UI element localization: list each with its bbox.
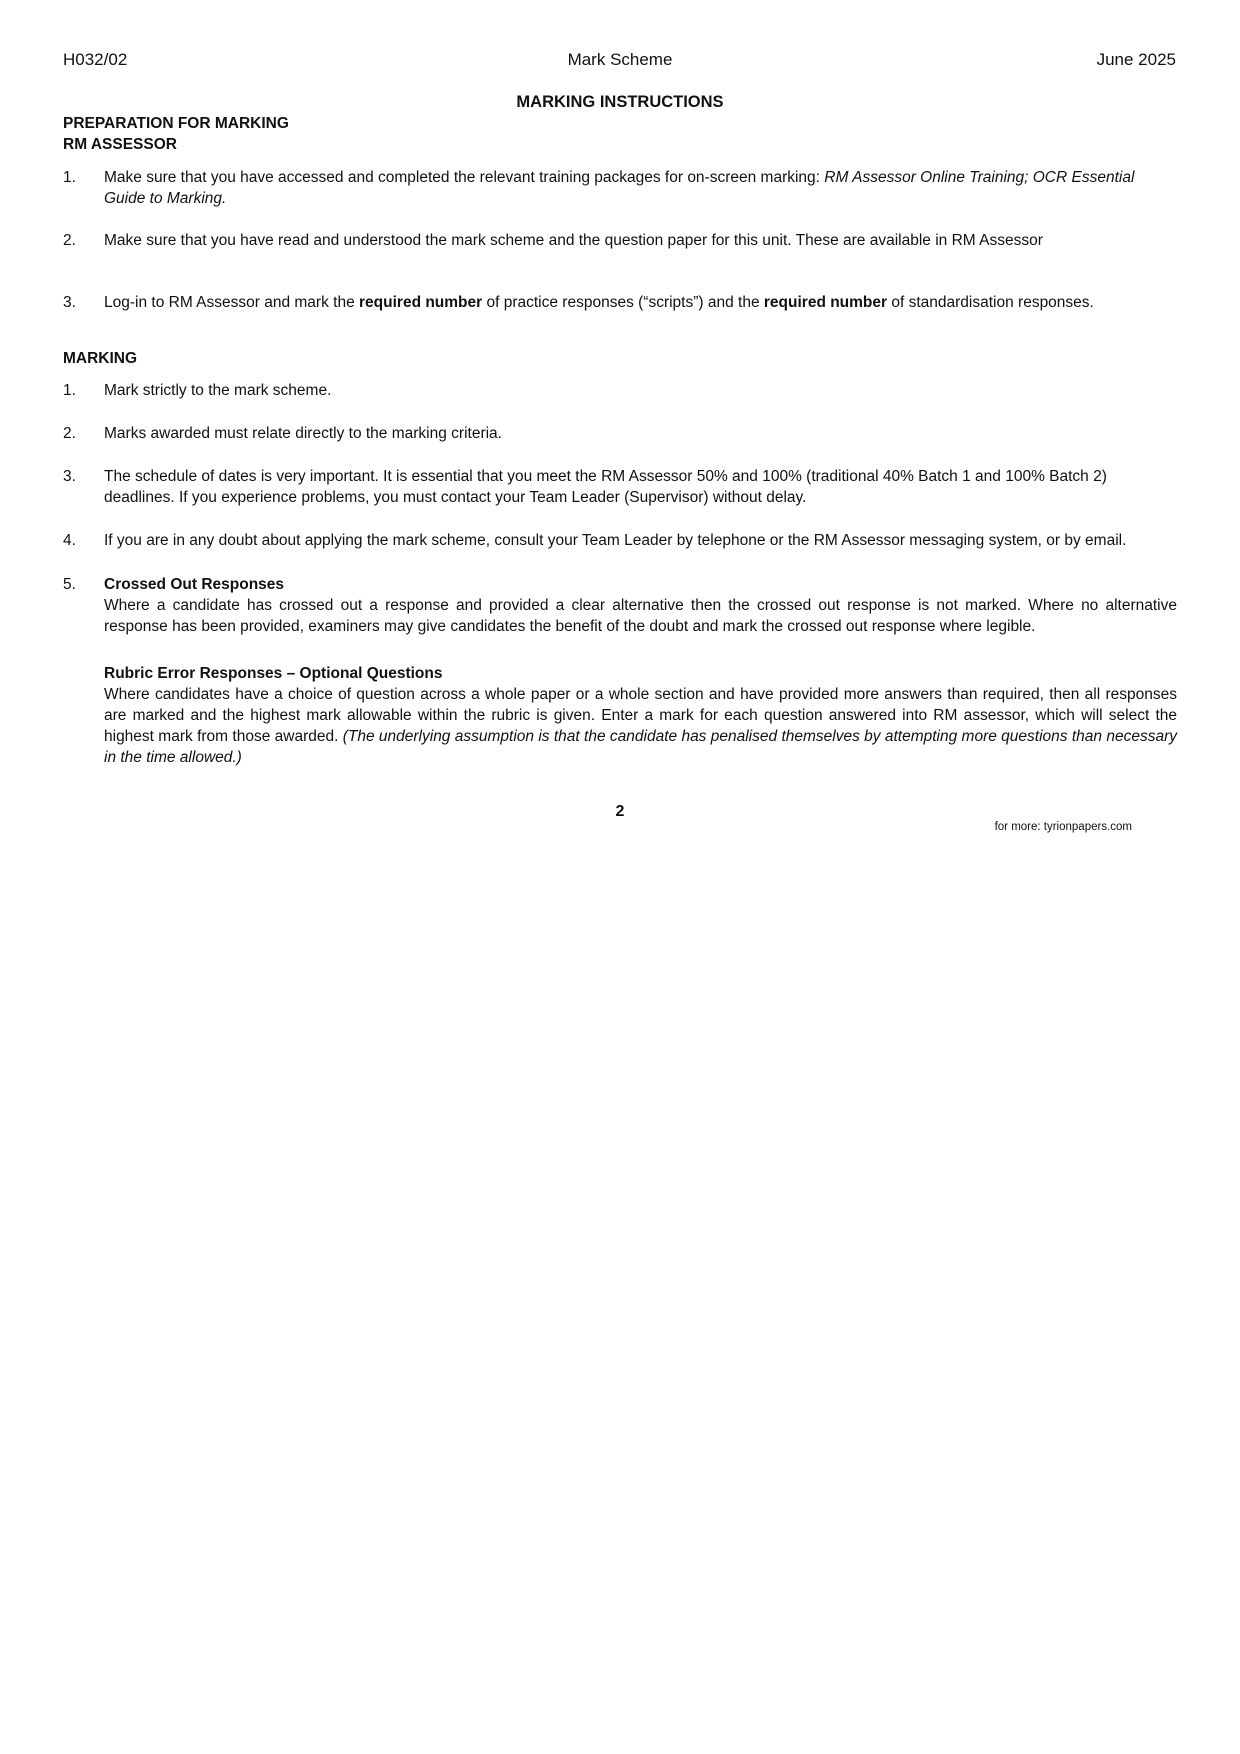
document-type: Mark Scheme xyxy=(567,50,673,69)
marking-item-4-text: If you are in any doubt about applying the mark scheme, consult your Team Leader by telephone or the RM Assessor messaging system, or by email. xyxy=(104,532,1127,549)
document-code: H032/02 xyxy=(63,50,128,69)
crossed-out-text: Where a candidate has crossed out a response and provided a clear alternative then the crossed out response is not marked. Where no alternative response has been provided, examiners may give candidates the benefit of the doubt and mark the crossed out response where legible. xyxy=(104,597,1177,635)
marking-heading: MARKING xyxy=(63,350,138,367)
marking-item-4-number: 4. xyxy=(63,532,76,549)
prep-item-1-italic: RM Assessor Online Training; OCR Essential Guide to Marking. xyxy=(104,169,1135,207)
preparation-heading: PREPARATION FOR MARKING xyxy=(63,115,289,132)
marking-item-2-text: Marks awarded must relate directly to the marking criteria. xyxy=(104,425,502,442)
prep-item-3-number: 3. xyxy=(63,294,76,311)
rubric-error-block xyxy=(104,663,1177,768)
footer-source: for more: tyrionpapers.com xyxy=(994,821,1132,833)
marking-item-1-number: 1. xyxy=(63,382,76,399)
prep-item-3-text-2: of practice responses (“scripts”) and the xyxy=(482,294,764,311)
page-title: MARKING INSTRUCTIONS xyxy=(516,93,724,111)
prep-item-1-number: 1. xyxy=(63,169,76,186)
rm-assessor-subheading: RM ASSESSOR xyxy=(63,136,177,153)
prep-item-3-text-1: Log-in to RM Assessor and mark the xyxy=(104,294,360,311)
prep-item-3-text-3: of standardisation responses. xyxy=(887,294,1094,311)
prep-item-2-text: Make sure that you have read and understood the mark scheme and the question paper for this unit. These are available in RM Assessor xyxy=(104,232,1043,249)
marking-item-3-number: 3. xyxy=(63,468,76,485)
rubric-error-text: Where candidates have a choice of question across a whole paper or a whole section and have provided more answers than required, then all responses are marked and the highest mark allowable within the rubric is given. Enter a mark for each question answered into RM assessor, which will select the highest mark from those awarded. xyxy=(104,686,1177,745)
rubric-error-italic: (The underlying assumption is that the candidate has penalised themselves by attempting more questions than necessary in the time allowed.) xyxy=(104,728,1177,766)
marking-item-1-text: Mark strictly to the mark scheme. xyxy=(104,382,332,399)
page-number: 2 xyxy=(615,803,625,820)
rubric-error-heading: Rubric Error Responses – Optional Questions xyxy=(104,665,443,682)
marking-item-3-text: The schedule of dates is very important. It is essential that you meet the RM Assessor 50% and 100% (traditional 40% Batch 1 and 100% Batch 2) deadlines. If you experience problems, you must contact your Team Leader (Supervisor) without delay. xyxy=(104,468,1107,506)
prep-item-3-bold-2: required number xyxy=(763,294,888,311)
prep-item-2-number: 2. xyxy=(63,232,76,249)
document-date: June 2025 xyxy=(1096,50,1176,69)
prep-item-1-text: Make sure that you have accessed and completed the relevant training packages for on-screen marking: xyxy=(104,169,825,186)
prep-item-3-bold-1: required number xyxy=(359,294,483,311)
marking-item-5-number: 5. xyxy=(63,576,76,593)
marking-item-2-number: 2. xyxy=(63,425,76,442)
crossed-out-heading: Crossed Out Responses xyxy=(104,576,285,593)
